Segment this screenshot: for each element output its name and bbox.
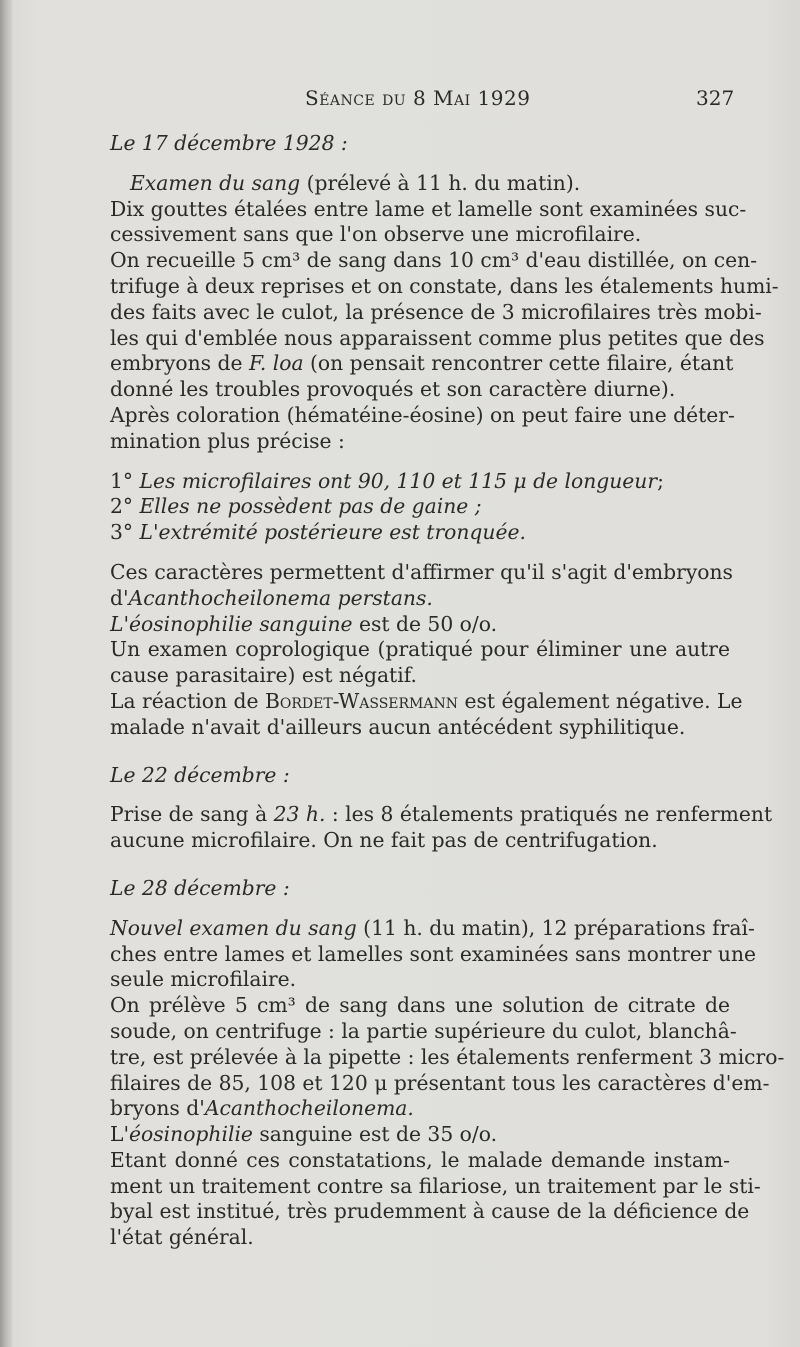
paragraph: Ces caractères permettent d'affirmer qu'il s'agit d'embryons d'Acanthocheilonema perstans. [110,559,733,610]
paragraph: Examen du sang (prélevé à 11 h. du matin). Dix gouttes étalées entre lame et lamelle sont examinées suc- cessivement sans que l'on observe une microfilaire. [110,170,747,247]
findings-list [110,469,730,546]
paragraph: Nouvel examen du sang (11 h. du matin), 12 préparations fraî- ches entre lames et lamelles sont examinées sans montrer une seule microfilaire. [110,915,757,992]
date-heading: Le 28 décembre : [110,875,290,900]
running-title: Séance du 8 Mai 1929 [305,86,531,110]
article-body [110,131,785,1251]
date-heading: Le 22 décembre : [110,762,290,787]
paragraph: Un examen coprologique (pratiqué pour éliminer une autre cause parasitaire) est négatif. [110,637,730,688]
paragraph: On recueille 5 cm³ de sang dans 10 cm³ d'eau distillée, on cen- trifuge à deux reprises et on constate, dans les étalements humi- des faits avec le culot, la présence de 3 microfilaires très mobi- les qui d'emblée nous apparaissent comme plus petites que des embryons de F. loa (on pensait rencontrer cette filaire, étant donné les troubles provoqués et son caractère diurne). [110,248,779,402]
list-item: 1° Les microfilaires ont 90, 110 et 115 μ de longueur; [110,468,664,493]
paragraph: Prise de sang à 23 h. : les 8 étalements pratiqués ne renferment aucune microfilaire. On ne fait pas de centrifugation. [110,802,773,853]
paragraph: L'éosinophilie sanguine est de 50 o/o. [110,611,498,636]
paragraph: Après coloration (hématéine-éosine) on peut faire une déter- mination plus précise : [110,402,735,453]
paragraph: On prélève 5 cm³ de sang dans une solution de citrate de soude, on centrifuge : la partie supérieure du culot, blanchâ- tre, est prélevée à la pipette : les étalements renferment 3 micro- filaires de 85, 108 et 120 μ présentant tous les caractères d'em- bryons d'Acanthocheilonema. [110,993,785,1121]
paragraph: La réaction de Bordet-Wassermann est également négative. Le malade n'avait d'ailleurs aucun antécédent syphilitique. [110,688,743,739]
date-heading: Le 17 décembre 1928 : [110,131,348,155]
paragraph: L'éosinophilie sanguine est de 35 o/o. [110,1122,498,1147]
binding-gutter [0,0,12,1347]
page-number: 327 [696,86,735,110]
list-item: 3° L'extrémité postérieure est tronquée. [110,520,526,545]
paragraph: Etant donné ces constatations, le malade demande instam- ment un traitement contre sa filariose, un traitement par le sti- byal est institué, très prudemment à cause de la déficience de l'état général. [110,1147,761,1250]
list-item: 2° Elles ne possèdent pas de gaine ; [110,494,482,519]
page-header [0,86,800,116]
